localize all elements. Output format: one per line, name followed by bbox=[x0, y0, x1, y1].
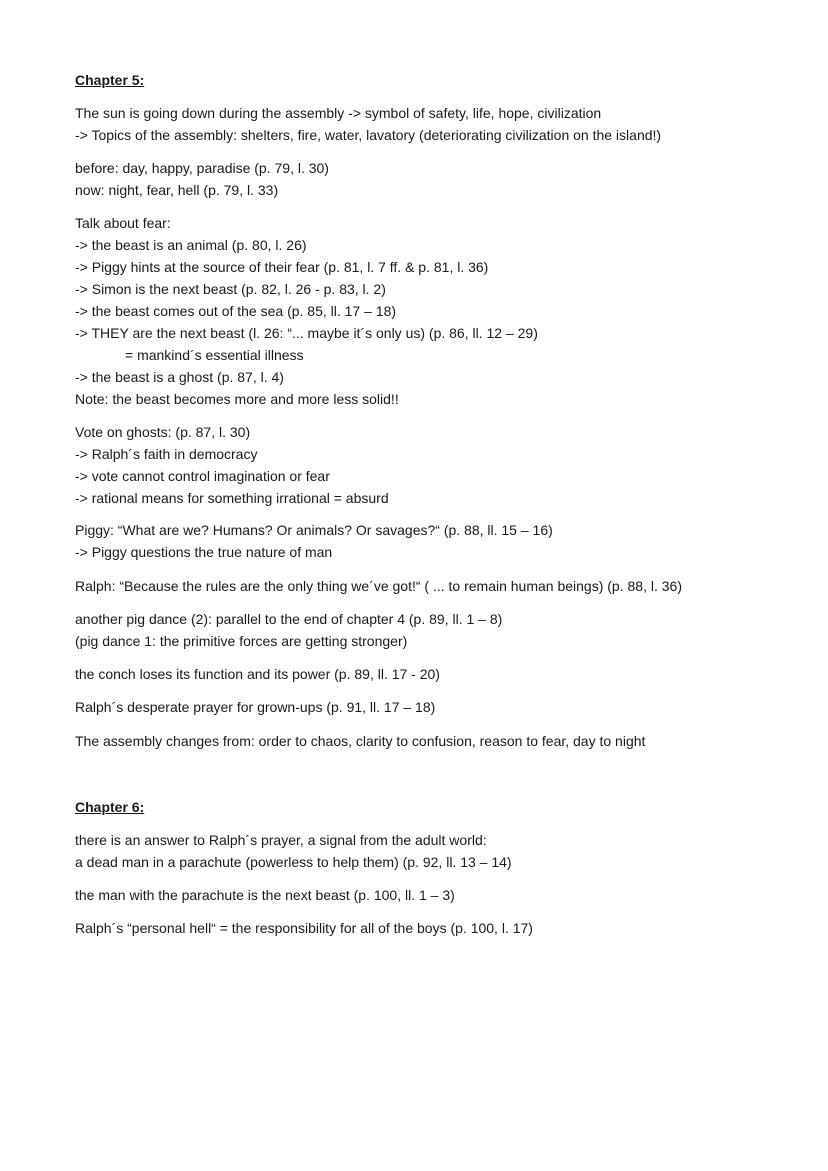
text-line: -> rational means for something irrational = absurd bbox=[75, 490, 389, 506]
text-line: The sun is going down during the assembly -> symbol of safety, life, hope, civilization bbox=[75, 105, 602, 121]
text-line: now: night, fear, hell (p. 79, l. 33) bbox=[75, 182, 279, 198]
paragraph bbox=[75, 829, 765, 873]
chapter-5-heading: Chapter 5: bbox=[75, 72, 145, 88]
text-line: -> Topics of the assembly: shelters, fire, water, lavatory (deteriorating civilization on the island!) bbox=[75, 127, 662, 143]
text-line: -> Simon is the next beast (p. 82, l. 26 - p. 83, l. 2) bbox=[75, 281, 386, 297]
text-line: Piggy: “What are we? Humans? Or animals? Or savages?“ (p. 88, ll. 15 – 16) bbox=[75, 522, 553, 538]
text-line: the man with the parachute is the next beast (p. 100, ll. 1 – 3) bbox=[75, 887, 455, 903]
text-line: -> Piggy hints at the source of their fear (p. 81, l. 7 ff. & p. 81, l. 36) bbox=[75, 259, 489, 275]
paragraph bbox=[75, 663, 765, 685]
text-line: Talk about fear: bbox=[75, 215, 171, 231]
paragraph bbox=[75, 608, 765, 652]
paragraph bbox=[75, 421, 765, 509]
paragraph bbox=[75, 884, 765, 906]
paragraph bbox=[75, 519, 765, 563]
paragraph bbox=[75, 102, 765, 146]
text-line: -> the beast comes out of the sea (p. 85, ll. 17 – 18) bbox=[75, 303, 397, 319]
paragraph bbox=[75, 730, 765, 752]
paragraph bbox=[75, 212, 765, 410]
chapter-6-heading: Chapter 6: bbox=[75, 799, 145, 815]
text-line: a dead man in a parachute (powerless to help them) (p. 92, ll. 13 – 14) bbox=[75, 854, 512, 870]
text-line: Ralph: “Because the rules are the only thing we´ve got!“ ( ... to remain human beings) (p. 88, l. 36) bbox=[75, 578, 682, 594]
text-line: Ralph´s desperate prayer for grown-ups (p. 91, ll. 17 – 18) bbox=[75, 699, 436, 715]
text-line: -> the beast is a ghost (p. 87, l. 4) bbox=[75, 369, 284, 385]
text-line: -> the beast is an animal (p. 80, l. 26) bbox=[75, 237, 307, 253]
text-line: (pig dance 1: the primitive forces are getting stronger) bbox=[75, 633, 408, 649]
text-line: -> Piggy questions the true nature of man bbox=[75, 544, 333, 560]
text-line: Note: the beast becomes more and more less solid!! bbox=[75, 391, 399, 407]
text-line: = mankind´s essential illness bbox=[125, 347, 304, 363]
text-line: Vote on ghosts: (p. 87, l. 30) bbox=[75, 424, 251, 440]
text-line: -> Ralph´s faith in democracy bbox=[75, 446, 258, 462]
text-line: -> vote cannot control imagination or fear bbox=[75, 468, 330, 484]
paragraph bbox=[75, 917, 765, 939]
text-line: -> THEY are the next beast (l. 26: “... maybe it´s only us) (p. 86, ll. 12 – 29) bbox=[75, 325, 538, 341]
paragraph bbox=[75, 575, 765, 597]
text-line: another pig dance (2): parallel to the end of chapter 4 (p. 89, ll. 1 – 8) bbox=[75, 611, 503, 627]
paragraph bbox=[75, 696, 765, 718]
text-line: there is an answer to Ralph´s prayer, a signal from the adult world: bbox=[75, 832, 487, 848]
text-line: Ralph´s “personal hell“ = the responsibility for all of the boys (p. 100, l. 17) bbox=[75, 920, 533, 936]
text-line: The assembly changes from: order to chaos, clarity to confusion, reason to fear, day to night bbox=[75, 733, 646, 749]
paragraph bbox=[75, 157, 765, 201]
text-line: the conch loses its function and its power (p. 89, ll. 17 - 20) bbox=[75, 666, 440, 682]
text-line: before: day, happy, paradise (p. 79, l. 30) bbox=[75, 160, 329, 176]
